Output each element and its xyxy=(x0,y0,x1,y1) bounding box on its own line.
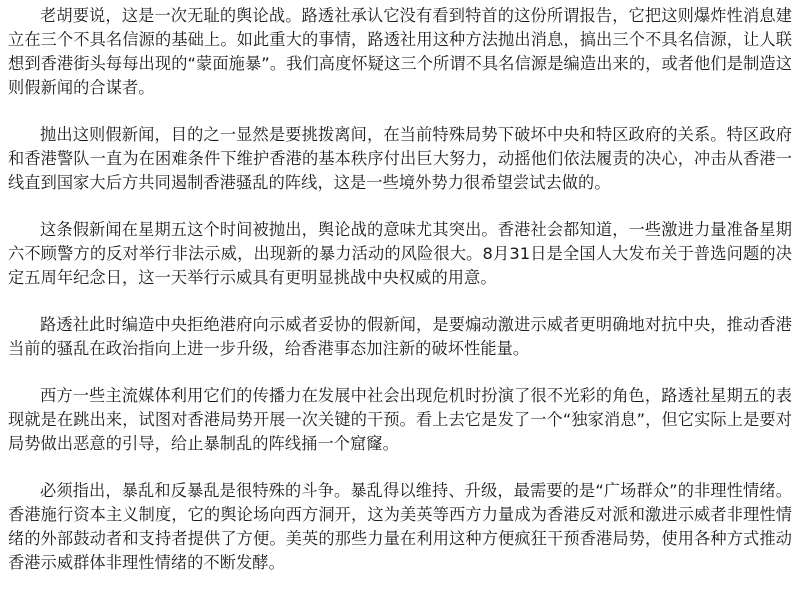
paragraph-2: 抛出这则假新闻，目的之一显然是要挑拨离间，在当前特殊局势下破坏中央和特区政府的关系。特区政府和香港警队一直为在困难条件下维护香港的基本秩序付出巨大努力，动摇他们依法履责的决心，冲击从香港一线直到国家大后方共同遏制香港骚乱的阵线，这是一些境外势力很希望尝试去做的。 xyxy=(8,125,792,192)
article-body xyxy=(8,0,792,598)
paragraph-5: 西方一些主流媒体利用它们的传播力在发展中社会出现危机时扮演了很不光彩的角色，路透社星期五的表现就是在跳出来，试图对香港局势开展一次关键的干预。看上去它是发了一个“独家消息”，但它实际上是要对局势做出恶意的引导，给止暴制乱的阵线捅一个窟窿。 xyxy=(8,386,792,453)
paragraph-1: 老胡要说，这是一次无耻的舆论战。路透社承认它没有看到特首的这份所谓报告，它把这则爆炸性消息建立在三个不具名信源的基础上。如此重大的事情，路透社用这种方法抛出消息，搞出三个不具名信源，让人联想到香港街头每每出现的“蒙面施暴”。我们高度怀疑这三个所谓不具名信源是编造出来的，或者他们是制造这则假新闻的合谋者。 xyxy=(8,6,792,97)
paragraph-6: 必须指出，暴乱和反暴乱是很特殊的斗争。暴乱得以维持、升级，最需要的是“广场群众”的非理性情绪。香港施行资本主义制度，它的舆论场向西方洞开，这为美英等西方力量成为香港反对派和激进示威者非理性情绪的外部鼓动者和支持者提供了方便。美英的那些力量在利用这种方便疯狂干预香港局势，使用各种方式推动香港示威群体非理性情绪的不断发酵。 xyxy=(8,481,792,572)
paragraph-3: 这条假新闻在星期五这个时间被抛出，舆论战的意味尤其突出。香港社会都知道，一些激进力量准备星期六不顾警方的反对举行非法示威，出现新的暴力活动的风险很大。8月31日是全国人大发布关于普选问题的决定五周年纪念日，这一天举行示威具有更明显挑战中央权威的用意。 xyxy=(8,220,792,287)
paragraph-4: 路透社此时编造中央拒绝港府向示威者妥协的假新闻，是要煽动激进示威者更明确地对抗中央，推动香港当前的骚乱在政治指向上进一步升级，给香港事态加注新的破坏性能量。 xyxy=(8,315,792,358)
